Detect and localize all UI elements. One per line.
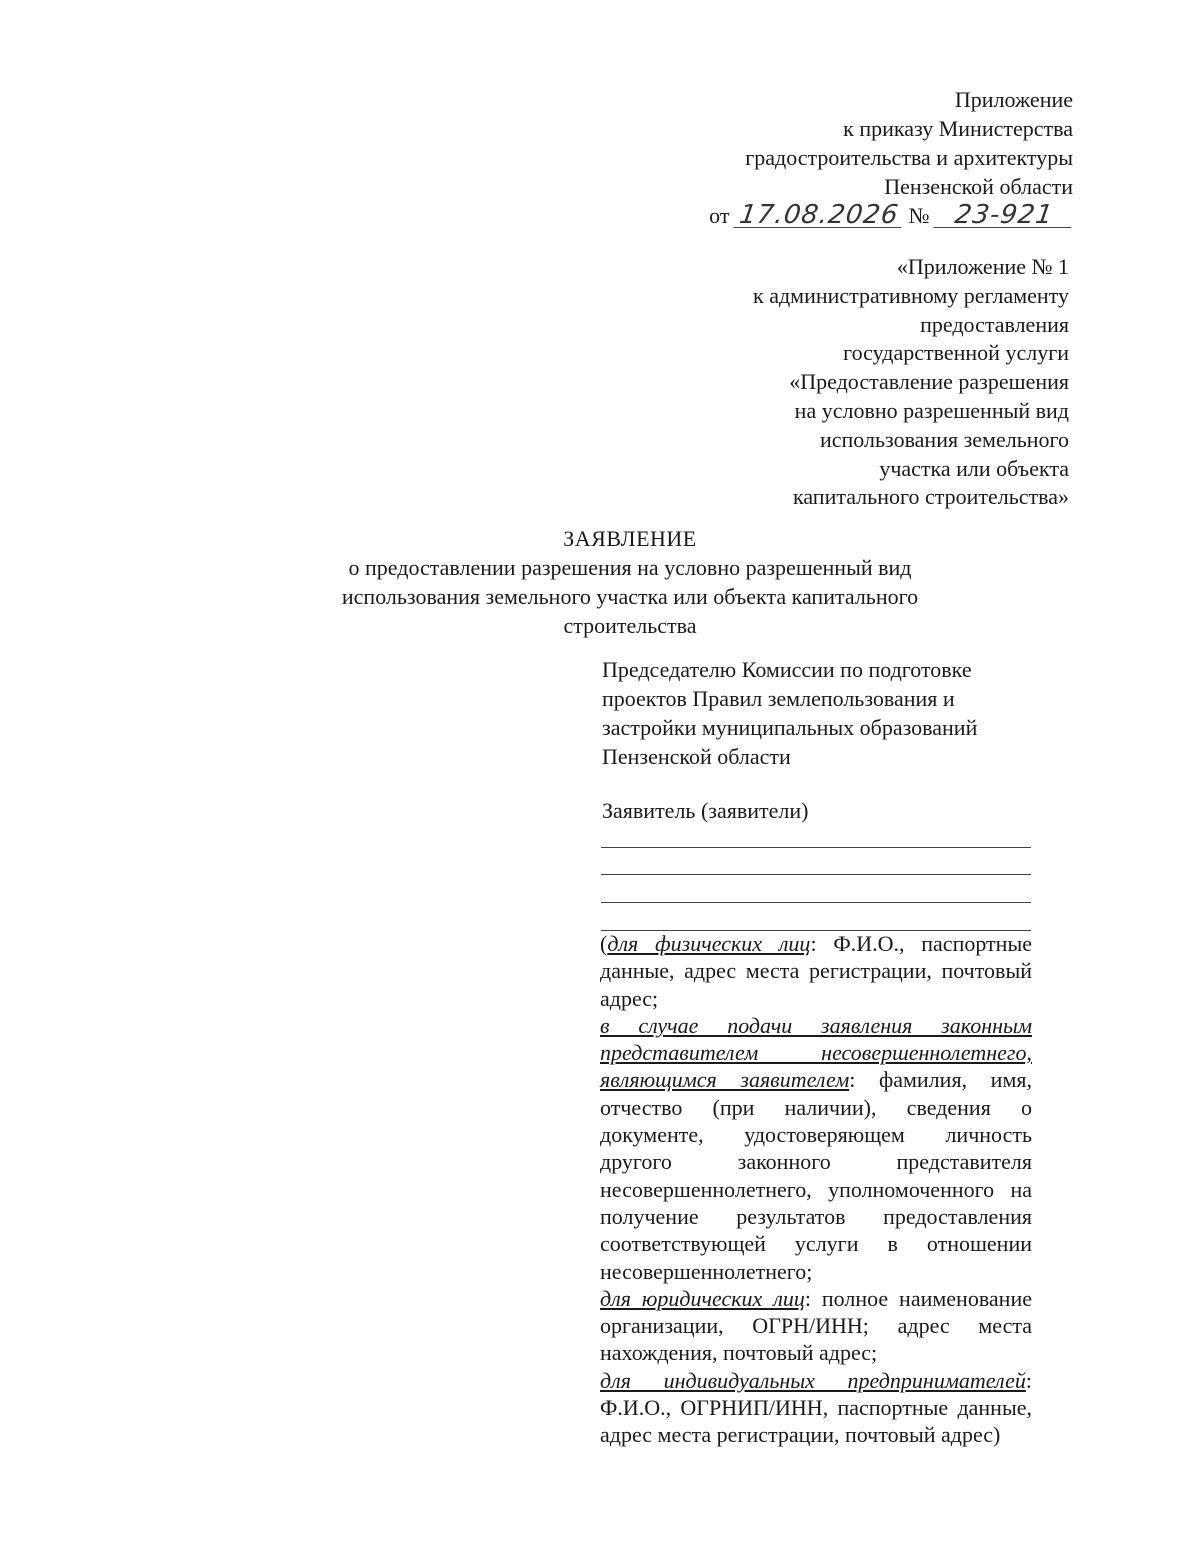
order-appendix-header [709, 85, 1073, 230]
legal-text: : полное наименование организации, ОГРН/ИНН; адрес места нахождения, почтовый адрес; [600, 1285, 1032, 1366]
handwritten-date: 17.08.2026 [733, 203, 905, 228]
appendix-line: градостроительства и архитектуры [745, 145, 1073, 170]
entrepreneurs-paragraph [600, 1367, 1032, 1449]
number-label: № [908, 203, 930, 228]
appendix2-line: на условно разрешенный вид [794, 397, 1069, 423]
appendix2-line: «Предоставление разрешения [789, 369, 1069, 395]
handwritten-number: 23-921 [933, 203, 1075, 228]
document-title [300, 524, 960, 640]
applicant-blank-line[interactable] [601, 874, 1031, 875]
title-heading: ЗАЯВЛЕНИЕ [563, 526, 697, 551]
title-line: использования земельного участка или объекта капитального [341, 584, 919, 609]
legal-label: для юридических лиц [600, 1285, 805, 1311]
title-line: строительства [563, 613, 697, 638]
appendix2-line: капитального строительства» [792, 484, 1069, 510]
order-date-number-line [709, 201, 1073, 230]
appendix-line: Приложение [954, 87, 1073, 112]
representative-paragraph [600, 1012, 1032, 1285]
appendix-line: к приказу Министерства [843, 116, 1073, 141]
applicant-details-note [600, 930, 1032, 1449]
individuals-text: : Ф.И.О., паспортные данные, адрес места регистрации, почтовый адрес; [600, 931, 1032, 1011]
appendix2-line: использования земельного [819, 426, 1069, 452]
individuals-label: для физических лиц [607, 931, 811, 956]
title-line: о предоставлении разрешения на условно разрешенный вид [348, 555, 912, 580]
recipient-line: застройки муниципальных образований [602, 715, 978, 740]
applicant-blank-line[interactable] [601, 902, 1031, 903]
from-label: от [709, 203, 730, 228]
regulation-appendix-header [753, 253, 1069, 512]
appendix2-line: государственной услуги [843, 340, 1069, 366]
individuals-paragraph [600, 930, 1032, 1012]
applicant-label: Заявитель (заявители) [602, 798, 809, 823]
appendix2-line: к административному регламенту [753, 282, 1069, 308]
open-paren: ( [600, 931, 608, 956]
recipient-block [602, 655, 1042, 771]
appendix2-line: участка или объекта [879, 455, 1069, 481]
representative-label: в случае подачи заявления законным представителем несовершеннолетнего, являющимся заявителем [600, 1012, 1032, 1093]
entrepreneurs-label: для индивидуальных предпринимателей [600, 1367, 1026, 1393]
recipient-line: Пензенской области [602, 744, 791, 769]
recipient-line: Председателю Комиссии по подготовке [602, 657, 972, 682]
appendix2-line: предоставления [920, 311, 1069, 337]
appendix2-line: «Приложение № 1 [896, 254, 1069, 279]
applicant-blank-line[interactable] [601, 847, 1031, 848]
representative-text: : фамилия, имя, отчество (при наличии), сведения о документе, удостоверяющем личность другого законного представителя несовершеннолетнего, уполномоченного на получение результатов предоставления соответствующей услуги в отношении несовершеннолетнего; [600, 1067, 1032, 1284]
appendix-line: Пензенской области [884, 174, 1073, 199]
recipient-line: проектов Правил землепользования и [602, 686, 955, 711]
legal-paragraph [600, 1285, 1032, 1367]
entrepreneurs-text: : Ф.И.О., ОГРНИП/ИНН, паспортные данные, адрес места регистрации, почтовый адрес) [600, 1367, 1032, 1448]
